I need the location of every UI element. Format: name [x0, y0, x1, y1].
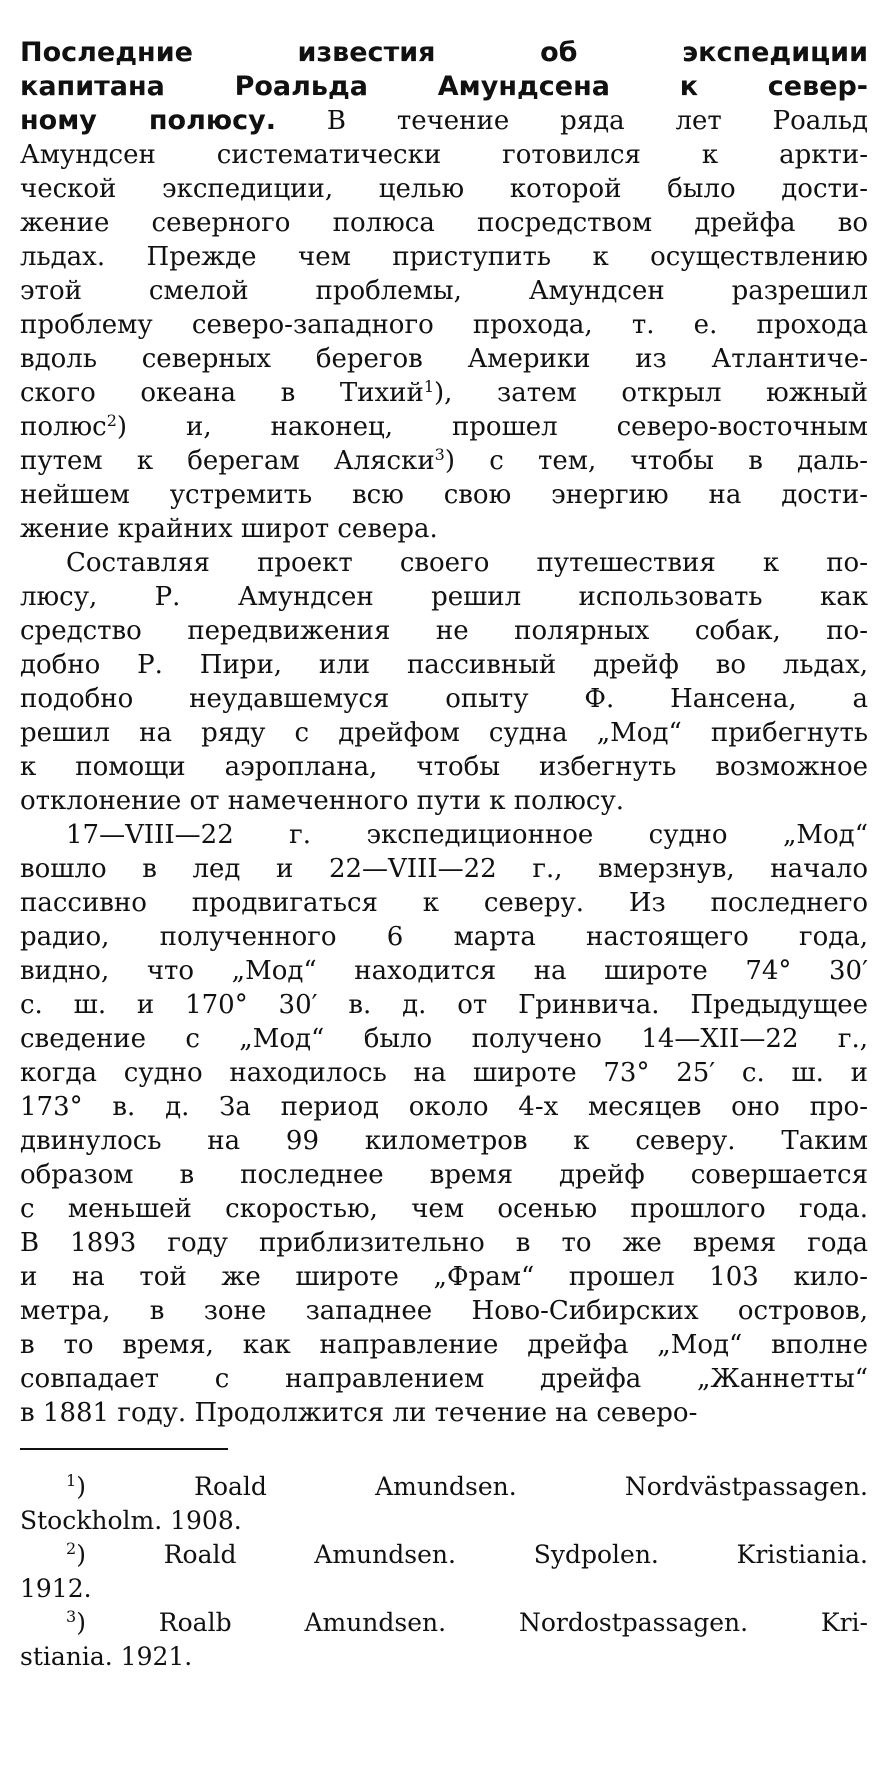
text-line	[20, 580, 868, 614]
text-fragment: и на той же широте „Фрам“ прошел 103 кило-	[20, 1262, 868, 1292]
footnote-marker: 1	[66, 1471, 77, 1490]
text-fragment: stiania. 1921.	[20, 1642, 193, 1671]
text-fragment: льдах. Прежде чем приступить к осуществлению	[20, 242, 868, 272]
text-line	[20, 240, 868, 274]
text-fragment: 17—VIII—22 г. экспедиционное судно „Мод“	[66, 820, 868, 850]
text-fragment: решил на ряду с дрейфом судна „Мод“ прибегнуть	[20, 718, 868, 748]
page	[20, 36, 868, 1674]
text-line	[20, 376, 868, 410]
text-fragment: в 1881 году. Продолжится ли течение на северо-	[20, 1398, 698, 1428]
text-fragment: когда судно находилось на широте 73° 25′ с. ш. и	[20, 1058, 868, 1088]
text-line	[20, 1538, 868, 1572]
text-fragment: пассивно продвигаться к северу. Из последнего	[20, 888, 868, 918]
text-line	[20, 444, 868, 478]
text-line	[20, 1470, 868, 1504]
paragraph	[20, 546, 868, 818]
text-line	[20, 1606, 868, 1640]
text-fragment: ) с тем, чтобы в даль-	[444, 446, 868, 476]
text-line	[20, 1328, 868, 1362]
text-fragment: проблему северо-западного прохода, т. е. прохода	[20, 310, 868, 340]
text-fragment: двинулось на 99 километров к северу. Таким	[20, 1126, 868, 1156]
text-line	[20, 138, 868, 172]
text-fragment: жение крайних широт севера.	[20, 514, 438, 544]
text-fragment: подобно неудавшемуся опыту Ф. Нансена, а	[20, 684, 868, 714]
text-fragment: В течение ряда лет Роальд	[275, 106, 868, 136]
text-line	[20, 1226, 868, 1260]
text-fragment: путем к берегам Аляски	[20, 446, 435, 476]
text-fragment: средство передвижения не полярных собак, по-	[20, 616, 868, 646]
text-fragment: нейшем устремить всю свою энергию на дости-	[20, 480, 868, 510]
text-fragment: радио, полученного 6 марта настоящего года,	[20, 922, 868, 952]
text-fragment: Амундсен систематически готовился к аркти-	[20, 140, 868, 170]
text-fragment: образом в последнее время дрейф совершается	[20, 1160, 868, 1190]
text-line	[20, 614, 868, 648]
text-fragment: 173° в. д. За период около 4-х месяцев оно про-	[20, 1092, 868, 1122]
text-line	[20, 1396, 868, 1430]
text-fragment: вдоль северных берегов Америки из Атлантиче-	[20, 344, 868, 374]
text-fragment: ) Roald Amundsen. Nordvästpassagen.	[76, 1472, 868, 1501]
text-line	[20, 716, 868, 750]
text-fragment: с. ш. и 170° 30′ в. д. от Гринвича. Предыдущее	[20, 990, 868, 1020]
text-fragment: люсу, Р. Амундсен решил использовать как	[20, 582, 868, 612]
text-fragment: ) Roald Amundsen. Sydpolen. Kristiania.	[76, 1540, 868, 1569]
text-line	[20, 852, 868, 886]
text-line	[20, 206, 868, 240]
text-line	[20, 750, 868, 784]
article-title: ному полюсу.	[20, 105, 276, 136]
text-line	[20, 1124, 868, 1158]
text-fragment: вошло в лед и 22—VIII—22 г., вмерзнув, начало	[20, 854, 868, 884]
text-fragment: жение северного полюса посредством дрейфа во	[20, 208, 868, 238]
text-line	[20, 886, 868, 920]
text-fragment: отклонение от намеченного пути к полюсу.	[20, 786, 625, 816]
article-title: капитана Роальда Амундсена к север-	[20, 71, 868, 102]
text-fragment: В 1893 году приблизительно в то же время года	[20, 1228, 868, 1258]
text-fragment: 1912.	[20, 1574, 92, 1603]
footnote-marker: 2	[66, 1539, 77, 1558]
text-fragment: совпадает с направлением дрейфа „Жаннетты“	[20, 1364, 868, 1394]
text-line	[20, 1022, 868, 1056]
text-line	[20, 648, 868, 682]
text-line	[20, 920, 868, 954]
text-fragment: метра, в зоне западнее Ново-Сибирских островов,	[20, 1296, 868, 1326]
text-fragment: этой смелой проблемы, Амундсен разрешил	[20, 276, 868, 306]
text-fragment: сведение с „Мод“ было получено 14—XII—22 г.,	[20, 1024, 868, 1054]
footnote-marker: 2	[106, 411, 117, 430]
footnote	[20, 1470, 868, 1538]
text-line	[20, 1294, 868, 1328]
text-line	[20, 546, 868, 580]
text-line	[20, 70, 868, 104]
text-fragment: полюс	[20, 412, 107, 442]
text-line	[20, 342, 868, 376]
text-line	[20, 1640, 868, 1674]
paragraph	[20, 818, 868, 1430]
text-line	[20, 36, 868, 70]
text-line	[20, 1090, 868, 1124]
text-fragment: ского океана в Тихий	[20, 378, 424, 408]
text-line	[20, 512, 868, 546]
article-body	[20, 36, 868, 1430]
text-fragment: ческой экспедиции, целью которой было дости-	[20, 174, 868, 204]
text-line	[20, 308, 868, 342]
text-fragment: с меньшей скоростью, чем осенью прошлого года.	[20, 1194, 868, 1224]
footnotes	[20, 1470, 868, 1674]
footnote	[20, 1606, 868, 1674]
text-fragment: к помощи аэроплана, чтобы избегнуть возможное	[20, 752, 868, 782]
text-fragment: видно, что „Мод“ находится на широте 74° 30′	[20, 956, 868, 986]
footnote-marker: 3	[66, 1607, 77, 1626]
text-line	[20, 104, 868, 138]
text-line	[20, 1192, 868, 1226]
text-line	[20, 954, 868, 988]
text-line	[20, 172, 868, 206]
text-fragment: ), затем открыл южный	[434, 378, 868, 408]
footnote	[20, 1538, 868, 1606]
text-line	[20, 274, 868, 308]
footnote-marker: 1	[423, 377, 435, 396]
text-line	[20, 1572, 868, 1606]
text-line	[20, 1362, 868, 1396]
text-fragment: Составляя проект своего путешествия к по-	[66, 548, 868, 578]
text-line	[20, 478, 868, 512]
text-line	[20, 1158, 868, 1192]
text-line	[20, 410, 868, 444]
text-line	[20, 1260, 868, 1294]
text-line	[20, 1056, 868, 1090]
text-line	[20, 682, 868, 716]
paragraph	[20, 36, 868, 546]
footnote-marker: 3	[434, 445, 445, 464]
text-line	[20, 818, 868, 852]
text-fragment: ) Roalb Amundsen. Nordostpassagen. Kri-	[76, 1608, 868, 1637]
text-fragment: добно Р. Пири, или пассивный дрейф во льдах,	[20, 650, 868, 680]
text-fragment: ) и, наконец, прошел северо-восточным	[116, 412, 868, 442]
text-line	[20, 988, 868, 1022]
footnote-divider	[20, 1448, 228, 1450]
text-fragment: Stockholm. 1908.	[20, 1506, 242, 1535]
text-line	[20, 784, 868, 818]
text-fragment: в то время, как направление дрейфа „Мод“ вполне	[20, 1330, 868, 1360]
text-line	[20, 1504, 868, 1538]
article-title: Последние известия об экспедиции	[20, 37, 868, 68]
